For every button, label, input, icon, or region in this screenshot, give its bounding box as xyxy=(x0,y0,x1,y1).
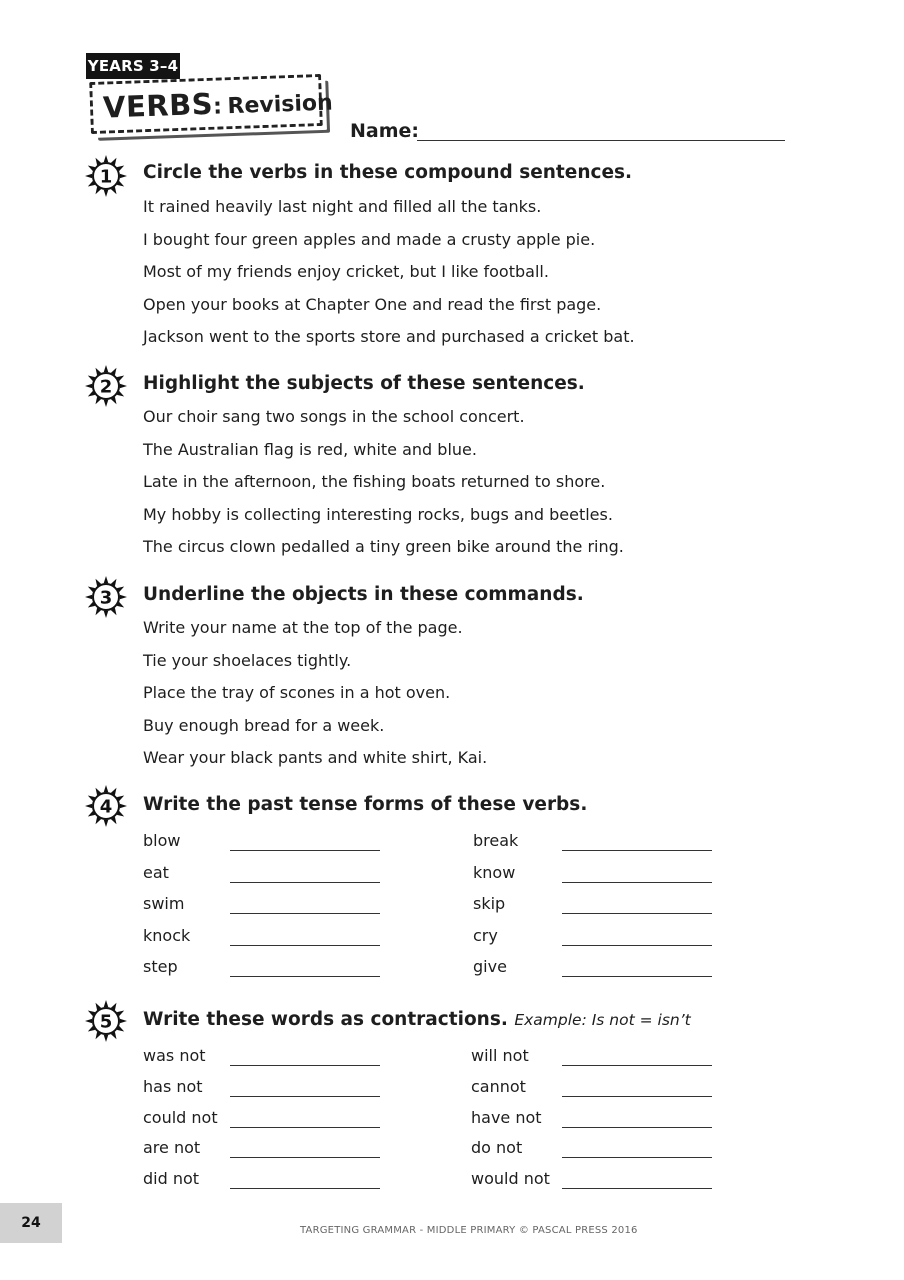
star-badge-icon xyxy=(84,575,128,619)
badge-tooth xyxy=(85,804,92,809)
page-number: 24 xyxy=(0,1203,62,1243)
answer-line[interactable] xyxy=(562,976,712,977)
sentence-item: It rained heavily last night and filled all the tanks. xyxy=(143,197,542,216)
badge-tooth xyxy=(85,174,92,179)
answer-line[interactable] xyxy=(562,850,712,851)
badge-tooth xyxy=(104,155,109,162)
badge-tooth xyxy=(120,384,127,389)
word-item: skip xyxy=(473,894,506,913)
answer-line[interactable] xyxy=(230,976,380,977)
word-item: break xyxy=(473,831,519,850)
badge-tooth xyxy=(85,1019,92,1024)
word-item: step xyxy=(143,957,178,976)
answer-line[interactable] xyxy=(562,913,712,914)
sentence-item: Open your books at Chapter One and read the first page. xyxy=(143,295,602,314)
badge-tooth xyxy=(85,595,92,600)
word-item: was not xyxy=(143,1046,206,1065)
question-number-badge xyxy=(84,784,128,828)
title-main: VERBS xyxy=(102,86,214,125)
question-number-badge xyxy=(84,999,128,1043)
badge-tooth xyxy=(120,804,127,809)
badge-tooth xyxy=(104,576,109,583)
question-number-badge xyxy=(84,364,128,408)
word-item: could not xyxy=(143,1108,218,1127)
footer-credit: TARGETING GRAMMAR - MIDDLE PRIMARY © PASCAL PRESS 2016 xyxy=(300,1225,638,1236)
sentence-item: Most of my friends enjoy cricket, but I like football. xyxy=(143,262,549,281)
word-item: know xyxy=(473,863,516,882)
badge-tooth xyxy=(120,595,127,600)
badge-tooth xyxy=(104,1035,109,1042)
word-item: give xyxy=(473,957,507,976)
name-field-line[interactable] xyxy=(417,140,785,141)
badge-tooth xyxy=(120,174,127,179)
page-title xyxy=(102,83,333,125)
answer-line[interactable] xyxy=(562,945,712,946)
question-number: 5 xyxy=(99,1011,113,1033)
word-item: cannot xyxy=(471,1077,526,1096)
title-colon: : xyxy=(212,94,223,120)
word-item: are not xyxy=(143,1138,201,1157)
question-number-badge xyxy=(84,575,128,619)
answer-line[interactable] xyxy=(562,1065,712,1066)
badge-tooth xyxy=(104,190,109,197)
years-label: YEARS 3–4 xyxy=(86,53,180,79)
question-number-badge xyxy=(84,154,128,198)
sentence-item: The Australian flag is red, white and blue. xyxy=(143,440,477,459)
title-sub: Revision xyxy=(227,90,334,120)
answer-line[interactable] xyxy=(230,1096,380,1097)
star-badge-icon xyxy=(84,999,128,1043)
title-box xyxy=(89,74,334,134)
word-item: swim xyxy=(143,894,185,913)
badge-tooth xyxy=(104,820,109,827)
sentence-item: Late in the afternoon, the fishing boats returned to shore. xyxy=(143,472,606,491)
sentence-item: Buy enough bread for a week. xyxy=(143,716,385,735)
question-heading-text: Write the past tense forms of these verbs. xyxy=(143,794,588,815)
word-item: did not xyxy=(143,1169,200,1188)
word-item: have not xyxy=(471,1108,542,1127)
question-number: 4 xyxy=(99,796,113,818)
sentence-item: Our choir sang two songs in the school concert. xyxy=(143,407,525,426)
question-heading-text: Write these words as contractions. xyxy=(143,1009,508,1030)
word-item: will not xyxy=(471,1046,529,1065)
answer-line[interactable] xyxy=(562,882,712,883)
question-heading: Highlight the subjects of these sentences. xyxy=(143,373,585,394)
sentence-item: Wear your black pants and white shirt, Kai. xyxy=(143,748,488,767)
star-badge-icon xyxy=(84,784,128,828)
answer-line[interactable] xyxy=(230,1127,380,1128)
question-heading: Underline the objects in these commands. xyxy=(143,584,584,605)
answer-line[interactable] xyxy=(230,1157,380,1158)
sentence-item: My hobby is collecting interesting rocks, bugs and beetles. xyxy=(143,505,613,524)
answer-line[interactable] xyxy=(230,850,380,851)
answer-line[interactable] xyxy=(562,1127,712,1128)
sentence-item: Jackson went to the sports store and purchased a cricket bat. xyxy=(143,327,635,346)
badge-tooth xyxy=(120,1019,127,1024)
question-heading xyxy=(143,1009,691,1030)
answer-line[interactable] xyxy=(562,1157,712,1158)
answer-line[interactable] xyxy=(230,882,380,883)
answer-line[interactable] xyxy=(230,1065,380,1066)
question-heading: Circle the verbs in these compound sentences. xyxy=(143,162,633,183)
answer-line[interactable] xyxy=(230,913,380,914)
word-item: would not xyxy=(471,1169,550,1188)
answer-line[interactable] xyxy=(562,1188,712,1189)
badge-tooth xyxy=(104,611,109,618)
sentence-item: I bought four green apples and made a crusty apple pie. xyxy=(143,230,596,249)
sentence-item: Write your name at the top of the page. xyxy=(143,618,463,637)
answer-line[interactable] xyxy=(562,1096,712,1097)
question-number: 3 xyxy=(99,587,113,609)
sentence-item: Place the tray of scones in a hot oven. xyxy=(143,683,451,702)
word-item: eat xyxy=(143,863,169,882)
example-text: Example: Is not = isn’t xyxy=(514,1011,691,1029)
name-label: Name: xyxy=(350,120,420,142)
question-heading xyxy=(143,794,587,815)
badge-tooth xyxy=(85,384,92,389)
word-item: cry xyxy=(473,926,498,945)
badge-tooth xyxy=(104,785,109,792)
question-number: 1 xyxy=(99,166,113,188)
star-badge-icon xyxy=(84,154,128,198)
word-item: has not xyxy=(143,1077,203,1096)
badge-tooth xyxy=(104,400,109,407)
badge-tooth xyxy=(104,1000,109,1007)
star-badge-icon xyxy=(84,364,128,408)
answer-line[interactable] xyxy=(230,945,380,946)
sentence-item: Tie your shoelaces tightly. xyxy=(143,651,352,670)
badge-tooth xyxy=(104,365,109,372)
word-item: knock xyxy=(143,926,191,945)
word-item: blow xyxy=(143,831,181,850)
answer-line[interactable] xyxy=(230,1188,380,1189)
question-number: 2 xyxy=(99,376,113,398)
word-item: do not xyxy=(471,1138,523,1157)
sentence-item: The circus clown pedalled a tiny green bike around the ring. xyxy=(143,537,624,556)
